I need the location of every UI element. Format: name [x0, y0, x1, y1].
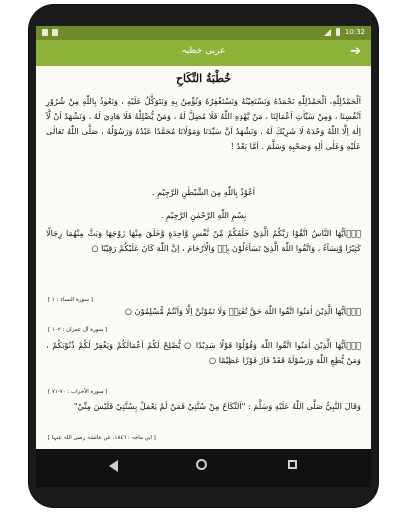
verse-nisa: يٰۤاَيُّهَا النَّاسُ اتَّقُوْا رَبَّكُمُ الَّذِيْ خَلَقَكُمْ مِّنْ نَّفْسٍ وَّاحِدَةٍ وَّخَلَقَ مِنْهَا زَوْجَهَا وَبَثَّ مِنْهُمَا رِجَالًا كَثِيْرًا وَّنِسَآءً ، وَاتَّقُوا اللّٰهَ الَّذِيْ تَسَآءَلُوْنَ بِهٖ وَالْاَرْحَامَ ، اِنَّ اللّٰهَ كَانَ عَلَيْكُمْ رَقِيْبًا ○ — [46, 228, 361, 253]
sermon-heading: خُطْبَةُ النِّكَاحِ — [175, 72, 232, 85]
sermon-content[interactable] — [36, 66, 371, 449]
status-time: 10:32 — [344, 28, 365, 36]
reference-aal-imran: [ سورة آل عمران : ١٠٢ ] — [48, 327, 108, 333]
verse-ahzab: يٰۤاَيُّهَا الَّذِيْنَ اٰمَنُوا اتَّقُوا اللّٰهَ وَقُوْلُوْا قَوْلًا سَدِيْدًا ○ يُّصْلِحْ لَكُمْ اَعْمَالَكُمْ وَيَغْفِرْ لَكُمْ ذُنُوْبَكُمْ ، وَمَنْ يُّطِعِ اللّٰهَ وَرَسُوْلَهٗ فَقَدْ فَازَ فَوْزًا عَظِيْمًا ○ — [46, 340, 361, 365]
nav-recents-icon[interactable] — [288, 460, 297, 469]
device-screen — [36, 26, 371, 487]
status-bar — [36, 26, 371, 40]
hadith-paragraph: وَقَالَ النَّبِيُّ صَلَّى اللّٰهُ عَلَيْهِ وَسَلَّمَ : "اَلنِّكَاحُ مِنْ سُنَّتِيْ فَمَنْ لَمْ يَعْمَلْ بِسُنَّتِيْ فَلَيْسَ مِنِّيْ" — [73, 401, 361, 411]
nav-home-icon[interactable] — [196, 459, 207, 470]
reference-hadith: [ ابن ماجہ : ١٨٤٦، عن عائشہ رضی اللہ عنہا ] — [48, 435, 156, 441]
sd-card-icon — [52, 29, 58, 36]
notification-icon — [42, 29, 48, 36]
reference-nisa: [ سورة النساء : ١ ] — [48, 297, 93, 303]
taawwuz-line: اَعُوْذُ بِاللّٰهِ مِنَ الشَّيْطٰنِ الرَّجِيْمِ . — [152, 188, 255, 197]
verse-aal-imran: يٰۤاَيُّهَا الَّذِيْنَ اٰمَنُوا اتَّقُوا اللّٰهَ حَقَّ تُقٰتِهٖ وَلَا تَمُوْتُنَّ اِلَّا وَاَنْتُمْ مُّسْلِمُوْنَ ○ — [124, 306, 361, 316]
app-bar — [36, 40, 371, 66]
signal-icon — [324, 29, 331, 36]
bismillah-line: بِسْمِ اللّٰهِ الرَّحْمٰنِ الرَّحِيْمِ . — [160, 211, 247, 220]
arrow-right-icon[interactable]: ➔ — [350, 44, 361, 59]
app-title: عربی خطبہ — [181, 46, 226, 56]
battery-icon — [336, 28, 340, 36]
nav-back-icon[interactable] — [109, 460, 118, 472]
opening-paragraph: اَلْحَمْدُلِلّٰهِ، اَلْحَمْدُلِلّٰهِ نَحْمَدُهُ وَنَسْتَعِيْنُهُ وَنَسْتَغْفِرُهُ وَنُؤْمِنُ بِهِ وَنَتَوَكَّلُ عَلَيْهِ ، وَنَعُوذُ بِاللّٰهِ مِنْ شُرُوْرِ اَنْفُسِنَا ، وَمِنْ سَيِّاٰتِ اَعْمَالِنَا ، مَنْ يَّهْدِهِ اللّٰهُ فَلَا مُضِلَّ لَهُ ، وَمَنْ يُّضْلِلْهُ فَلَا هَادِيَ لَهُ ، وَنَشْهَدُ اَنْ لَّآ اِلٰهَ اِلَّا اللّٰهُ وَحْدَهُ لَا شَرِيْكَ لَهُ ، وَنَشْهَدُ اَنَّ سَيِّدَنَا وَمَوْلَانَا مُحَمَّدًا عَبْدُهُ وَرَسُوْلُهُ ، صَلَّى اللّٰهُ تَعَالٰى عَلَيْهِ وَعَلٰى اٰلِهِ وَصَحْبِهِ وَسَلَّمَ . اَمَّا بَعْدُ ! — [46, 96, 361, 151]
reference-ahzab: [ سورة الأحزاب : ٧٠-٧١ ] — [48, 389, 108, 395]
navigation-bar — [36, 449, 371, 487]
